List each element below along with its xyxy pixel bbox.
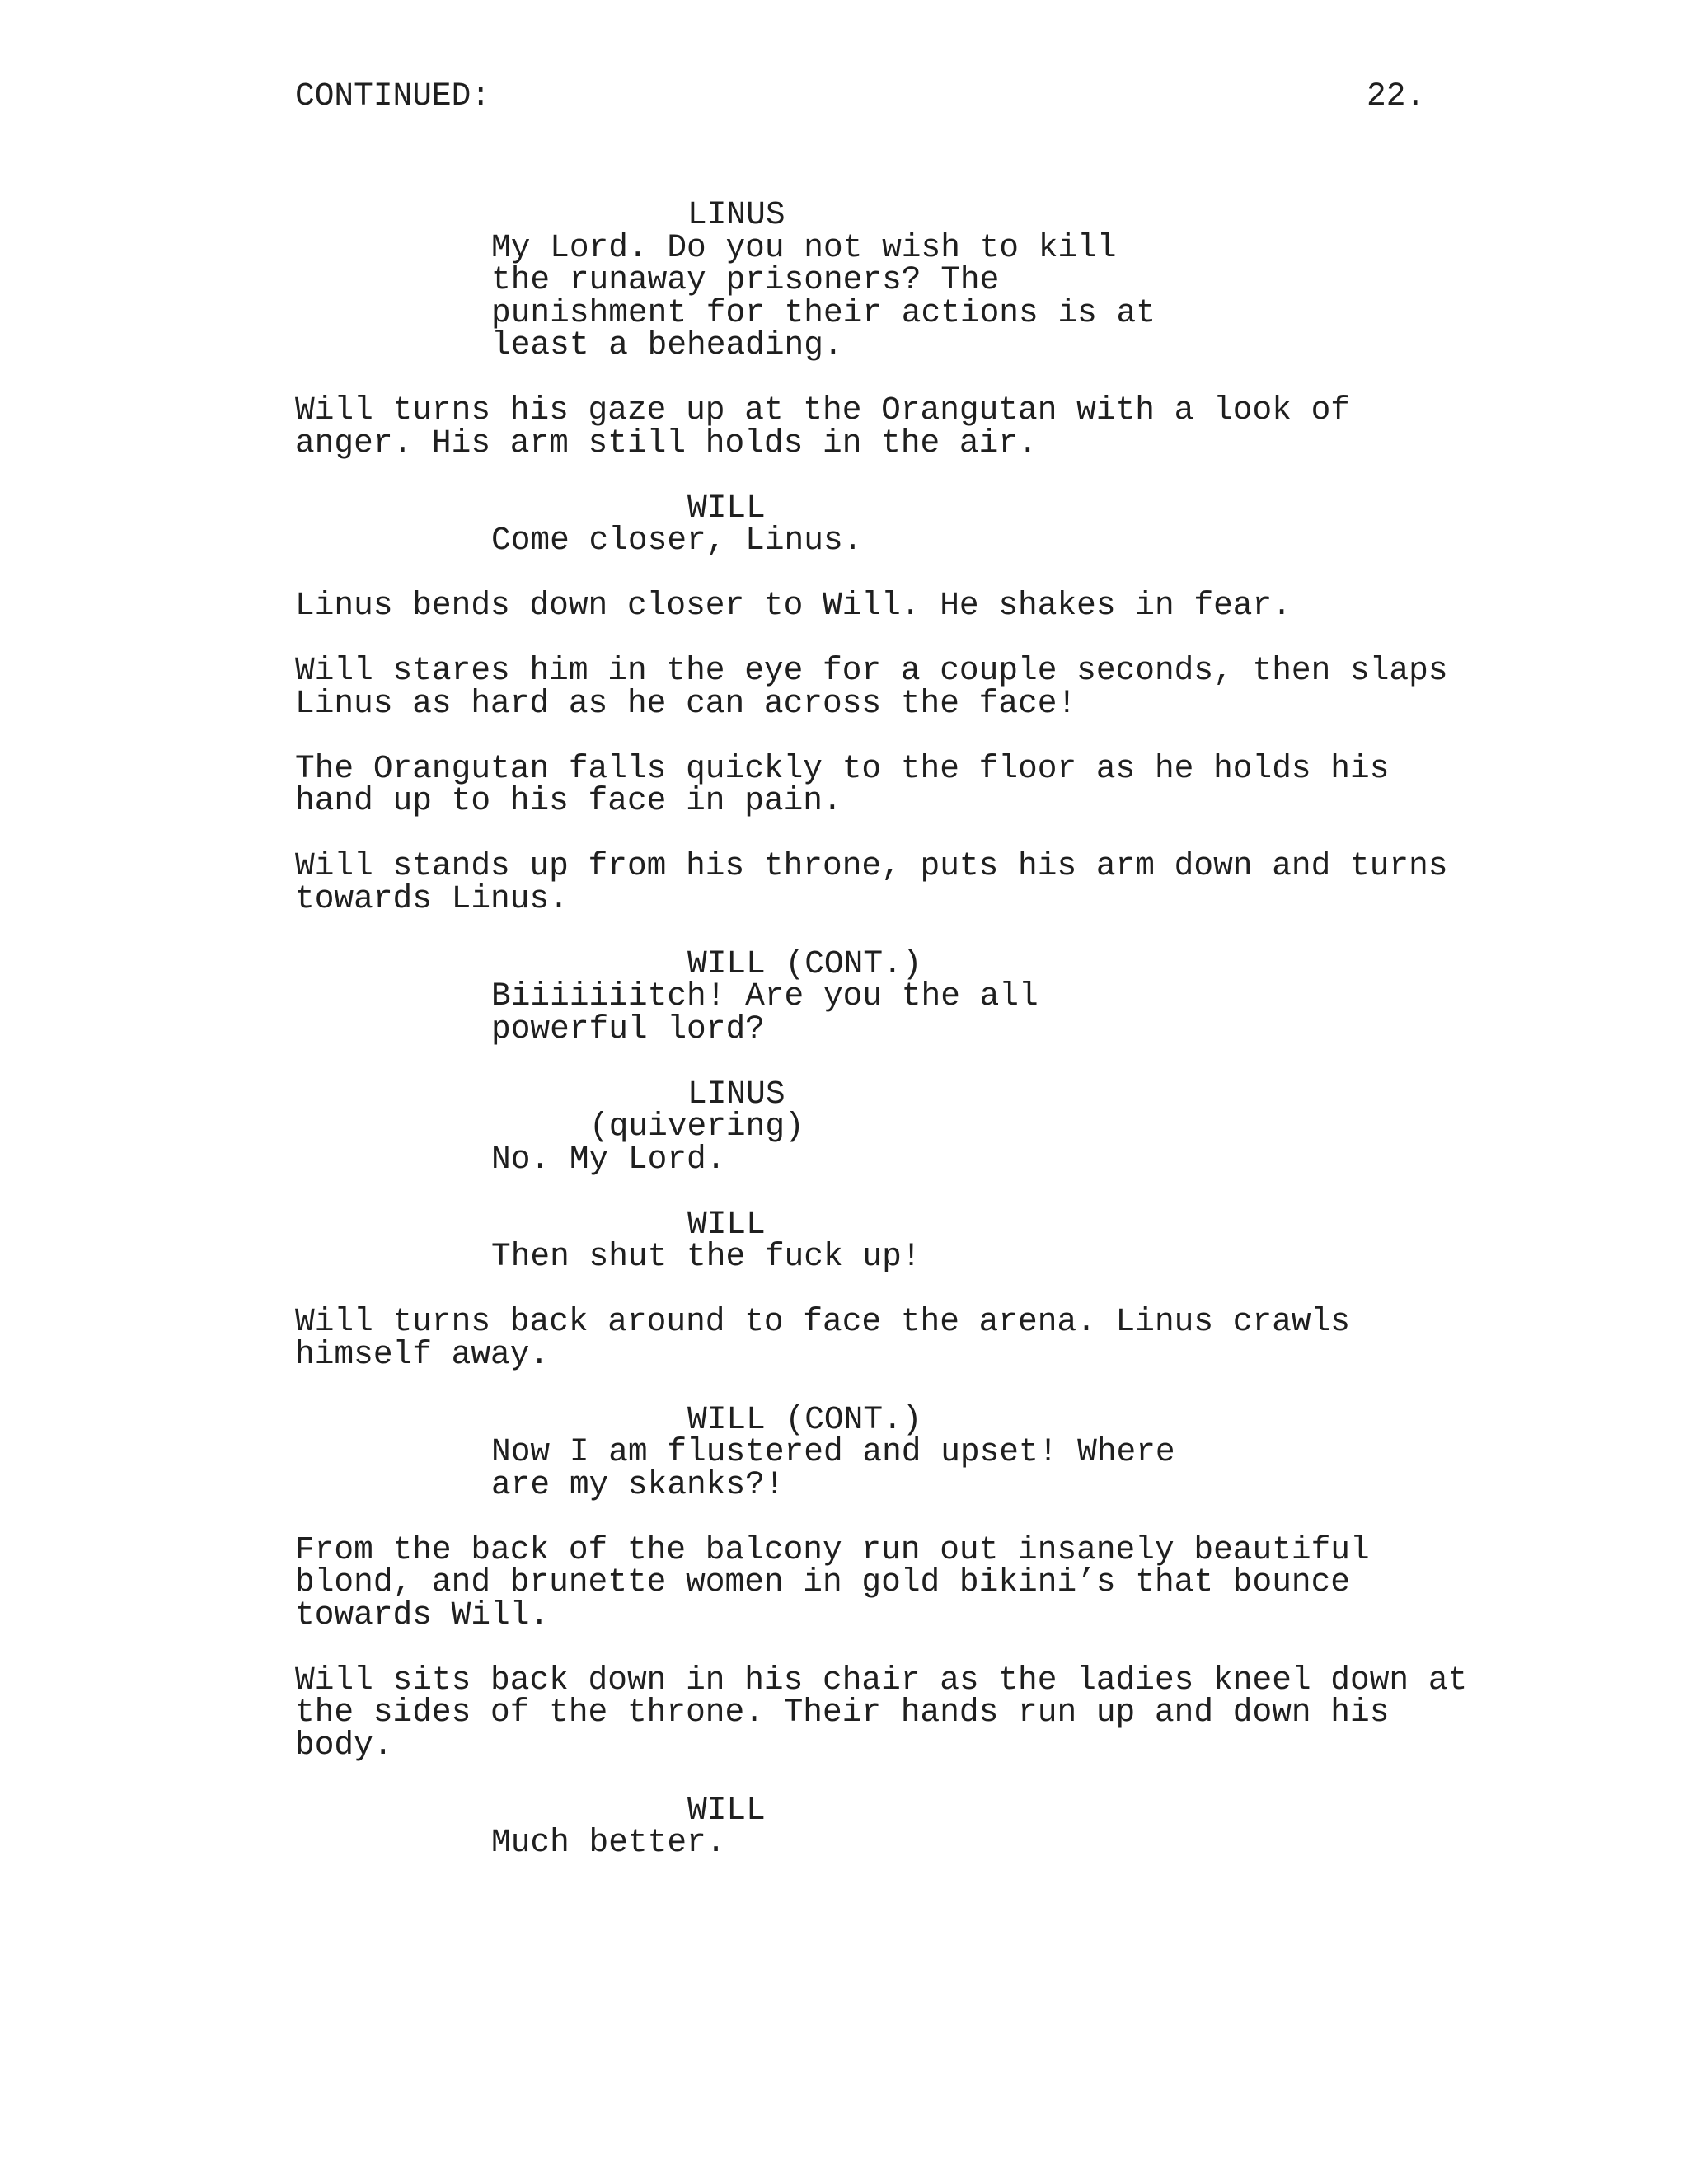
dialogue-block: [295, 1791, 1531, 1861]
dialogue-block: [295, 489, 1531, 559]
dialogue-block: [295, 196, 1531, 363]
dialogue-block: [295, 1075, 1531, 1178]
dialogue-line: Biiiiiiitch! Are you the all: [491, 977, 1039, 1015]
action-line: Will turns his gaze up at the Orangutan with a look of: [295, 391, 1351, 429]
action-block: [295, 1661, 1531, 1764]
dialogue-line: Much better.: [491, 1824, 726, 1861]
action-line: the sides of the throne. Their hands run up and down his: [295, 1694, 1390, 1731]
dialogue-line: Then shut the fuck up!: [491, 1238, 921, 1275]
action-line: towards Will.: [295, 1596, 550, 1633]
action-line: Will turns back around to face the arena. Linus crawls: [295, 1303, 1351, 1340]
action-line: body.: [295, 1726, 393, 1764]
action-line: hand up to his face in pain.: [295, 782, 842, 819]
dialogue-line: punishment for their actions is at: [491, 293, 1156, 331]
continued-header: CONTINUED:: [295, 77, 491, 115]
dialogue-line: My Lord. Do you not wish to kill: [491, 228, 1117, 266]
action-line: himself away.: [295, 1335, 550, 1373]
action-line: blond, and brunette women in gold bikini’s that bounce: [295, 1563, 1351, 1601]
parenthetical: (quivering): [589, 1108, 804, 1145]
dialogue-block: [295, 1400, 1531, 1503]
action-block: [295, 391, 1531, 462]
action-line: anger. His arm still holds in the air.: [295, 424, 1038, 462]
dialogue-block: [295, 944, 1531, 1047]
action-line: Linus bends down closer to Will. He shakes in fear.: [295, 587, 1292, 624]
dialogue-line: powerful lord?: [491, 1010, 765, 1047]
dialogue-block: [295, 1205, 1531, 1275]
action-block: [295, 1305, 1531, 1371]
dialogue-line: the runaway prisoners? The: [491, 261, 1000, 298]
action-block: [295, 1530, 1531, 1633]
dialogue-line: are my skanks?!: [491, 1465, 785, 1503]
character-name: WILL: [687, 1791, 766, 1829]
action-block: [295, 749, 1531, 819]
dialogue-line: Come closer, Linus.: [491, 522, 863, 559]
action-line: From the back of the balcony run out insanely beautiful: [295, 1530, 1370, 1568]
action-block: [295, 589, 1531, 622]
dialogue-line: No. My Lord.: [491, 1140, 726, 1178]
character-name: WILL (CONT.): [687, 944, 922, 982]
page-number: 22.: [1367, 77, 1426, 115]
action-block: [295, 847, 1531, 917]
character-name: LINUS: [687, 196, 785, 233]
dialogue-line: Now I am flustered and upset! Where: [491, 1433, 1175, 1470]
action-line: Will stares him in the eye for a couple seconds, then slaps: [295, 652, 1448, 689]
dialogue-line: least a beheading.: [491, 326, 843, 363]
action-block: [295, 652, 1531, 722]
action-line: Will stands up from his throne, puts his arm down and turns: [295, 847, 1448, 884]
character-name: WILL (CONT.): [687, 1400, 922, 1438]
character-name: LINUS: [687, 1075, 785, 1113]
action-line: towards Linus.: [295, 879, 569, 917]
action-line: The Orangutan falls quickly to the floor as he holds his: [295, 749, 1390, 787]
action-line: Will sits back down in his chair as the ladies kneel down at: [295, 1661, 1468, 1699]
script-body: [295, 196, 1531, 1891]
action-line: Linus as hard as he can across the face!: [295, 684, 1077, 722]
character-name: WILL: [687, 489, 766, 527]
character-name: WILL: [687, 1205, 766, 1243]
